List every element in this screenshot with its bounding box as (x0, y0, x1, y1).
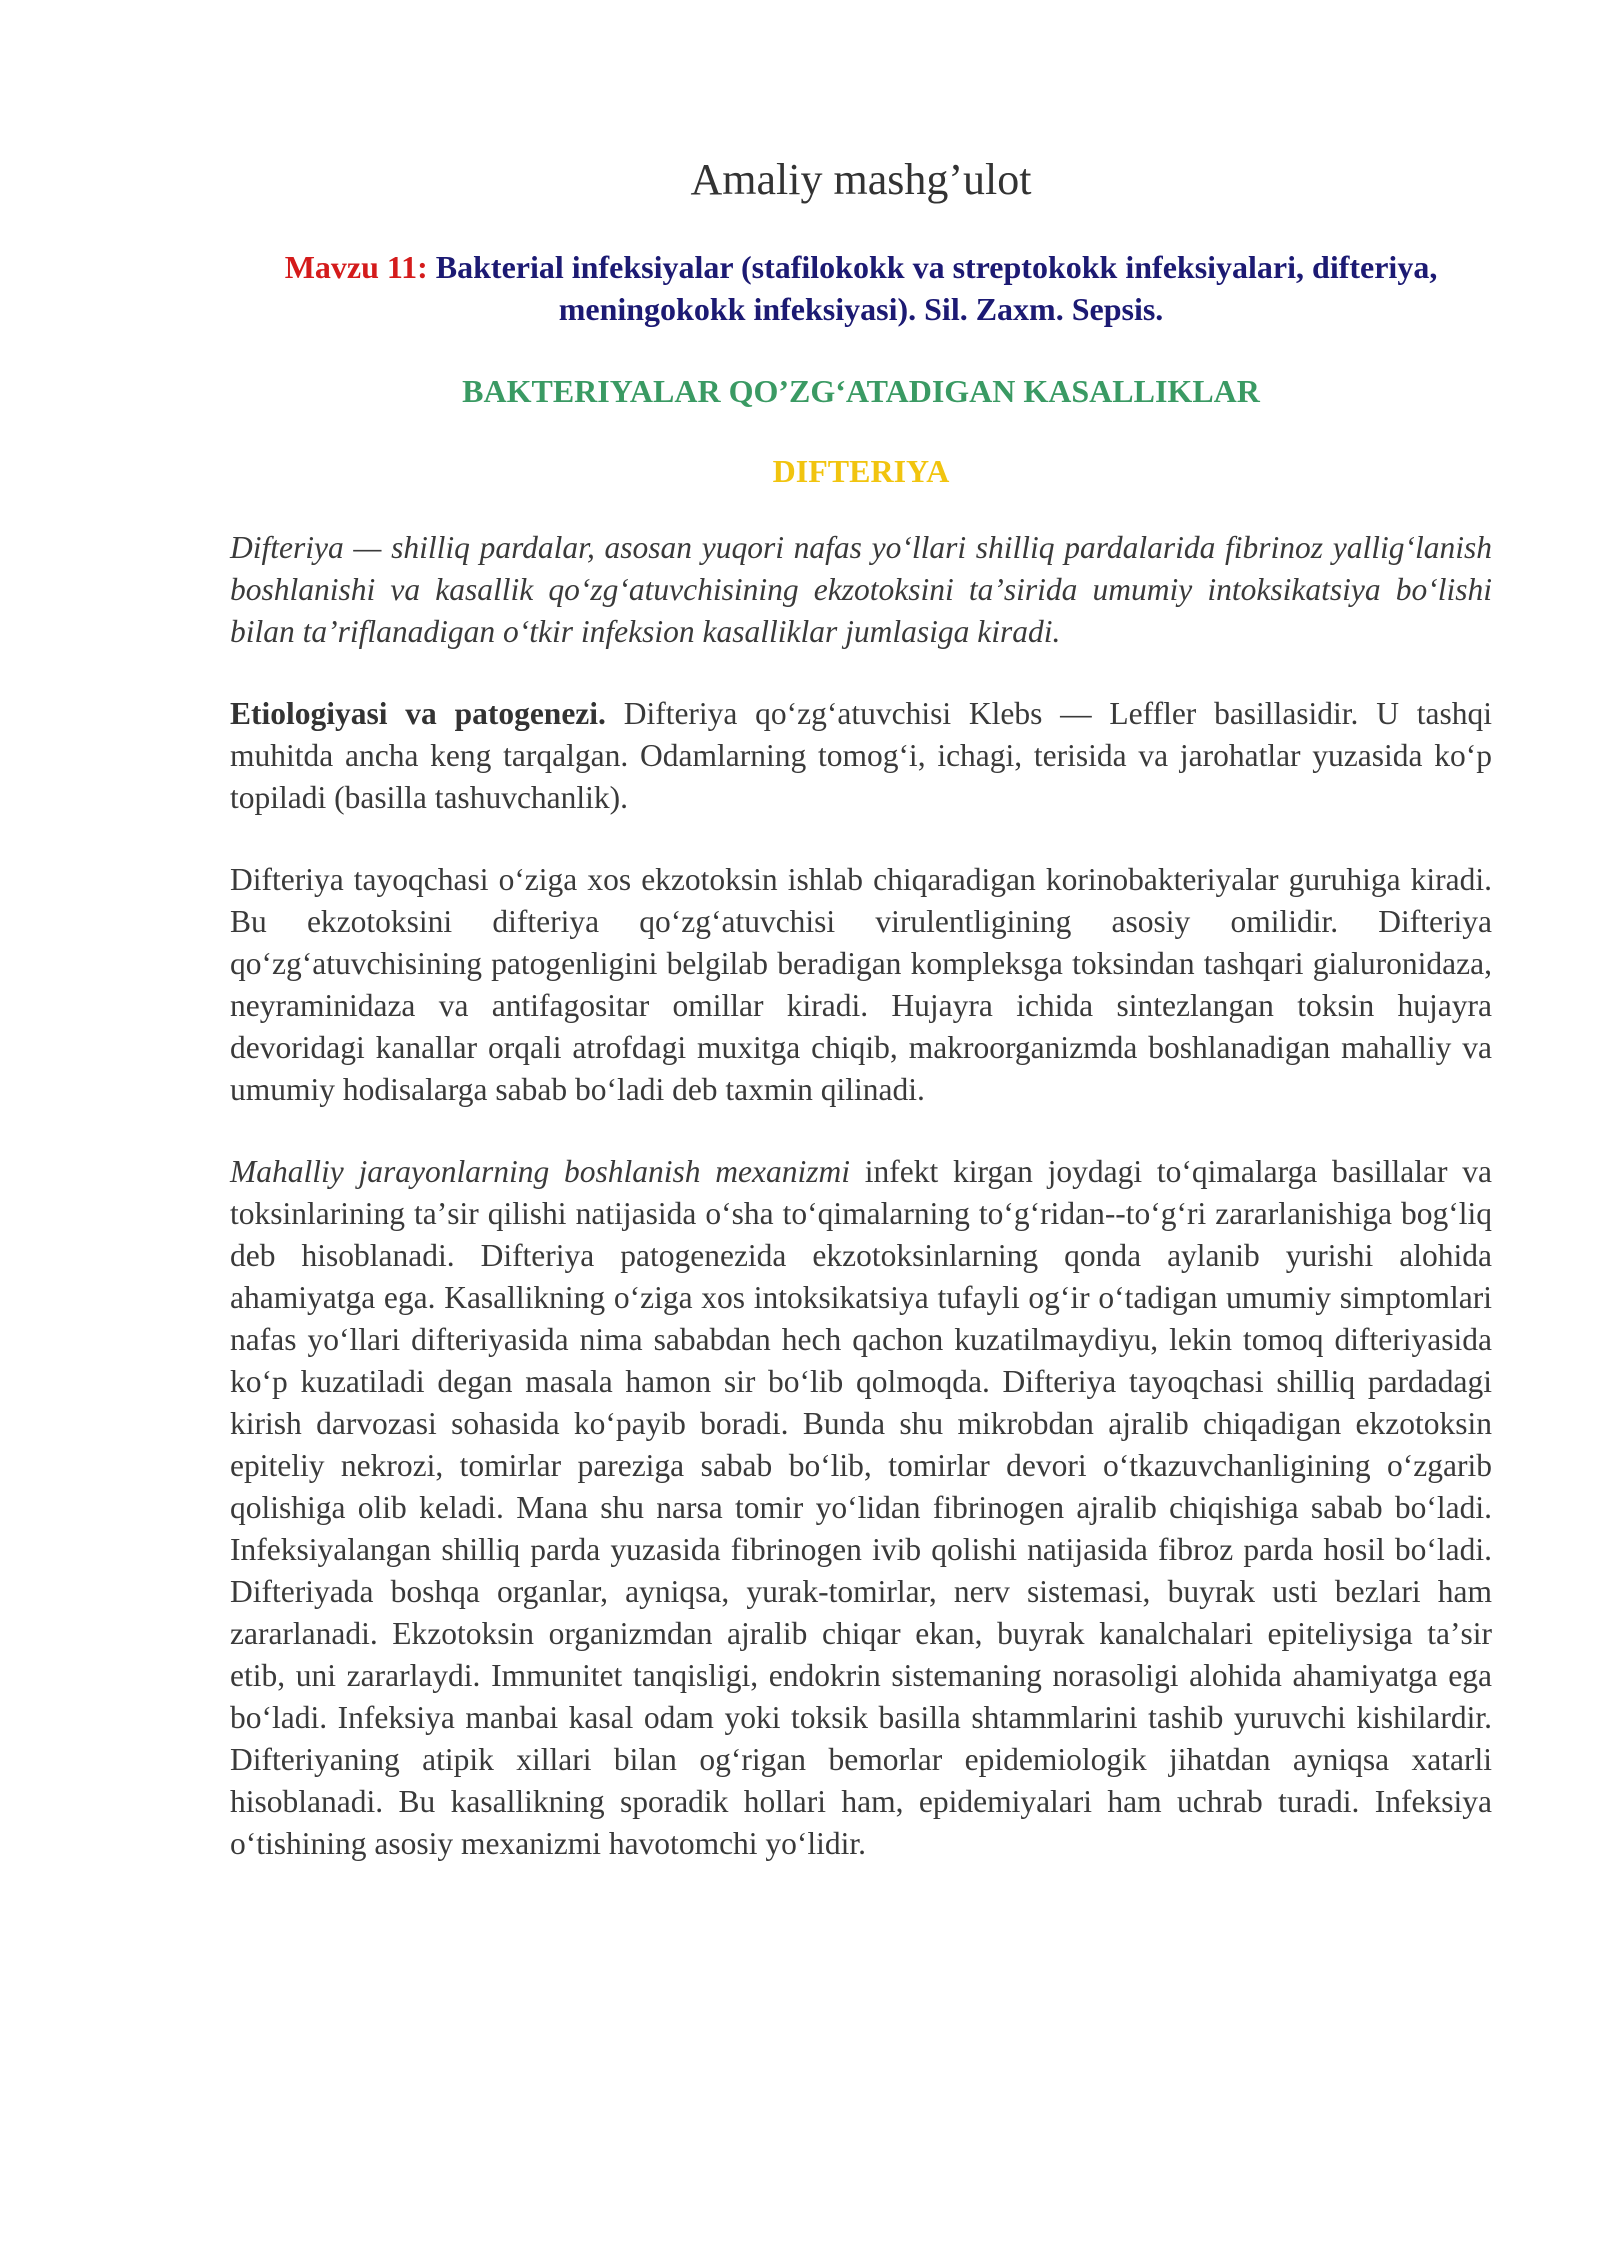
document-title: Amaliy mashg’ulot (690, 155, 1032, 204)
topic-heading (230, 246, 1492, 330)
mechanism-paragraph (230, 1151, 1492, 1865)
topic-text: Bakterial infeksiyalar (stafilokokk va streptokokk infeksiyalari, difteriya, meningokokk infeksiyasi). Sil. Zaxm. Sepsis. (435, 249, 1438, 327)
definition-paragraph: Difteriya — shilliq pardalar, asosan yuqori nafas yoʻllari shilliq pardalarida fibrinoz yalligʻlanish boshlanishi va kasallik qoʻzgʻatuvchisining ekzotoksini taʼsirida umumiy intoksikatsiya boʻlishi bilan taʼriflanadigan oʻtkir infeksion kasalliklar jumlasiga kiradi. (230, 530, 1492, 649)
etiology-lead: Etiologiyasi va patogenezi. (230, 696, 606, 731)
etiology-paragraph (230, 693, 1492, 819)
topic-label: Mavzu 11: (284, 249, 428, 285)
disease-heading: DIFTERIYA (772, 453, 950, 489)
mechanism-lead: Mahalliy jarayonlarning boshlanish mexanizmi (230, 1154, 851, 1189)
etiology-text: Difteriya qoʻzgʻatuvchisi Klebs — Leffler basillasidir. U tashqi muhitda ancha keng tarqalgan. Odamlarning tomogʻi, ichagi, terisida va jarohatlar yuzasida koʻp topiladi (basilla tashuvchanlik). (230, 696, 1492, 815)
toxin-paragraph: Difteriya tayoqchasi oʻziga xos ekzotoksin ishlab chiqaradigan korinobakteriyalar guruhiga kiradi. Bu ekzotoksini difteriya qoʻzgʻatuvchisi virulentligining asosiy omilidir. Difteriya qoʻzgʻatuvchisining patogenligini belgilab beradigan kompleksga toksindan tashqari gialuronidaza, neyraminidaza va antifagositar omillar kiradi. Hujayra ichida sintezlangan toksin hujayra devoridagi kanallar orqali atrofdagi muxitga chiqib, makroorganizmda boshlanadigan mahalliy va umumiy hodisalarga sabab boʻladi deb taxmin qilinadi. (230, 862, 1492, 1107)
body-text (230, 527, 1492, 1905)
mechanism-text: infekt kirgan joydagi toʻqimalarga basillalar va toksinlarining taʼsir qilishi natijasida oʻsha toʻqimalarning toʻgʻridan--toʻgʻri zararlanishiga bogʻliq deb hisoblanadi. Difteriya patogenezida ekzotoksinlarning qonda aylanib yurishi alohida ahamiyatga ega. Kasallikning oʻziga xos intoksikatsiya tufayli ogʻir oʻtadigan umumiy simptomlari nafas yoʻllari difteriyasida nima sababdan hech qachon kuzatilmaydiyu, lekin tomoq difteriyasida koʻp kuzatiladi degan masala hamon sir boʻlib qolmoqda. Difteriya tayoqchasi shilliq pardadagi kirish darvozasi sohasida koʻpayib boradi. Bunda shu mikrobdan ajralib chiqadigan ekzotoksin epiteliy nekrozi, tomirlar pareziga sabab boʻlib, tomirlar devori oʻtkazuvchanligining oʻzgarib qolishiga olib keladi. Mana shu narsa tomir yoʻlidan fibrinogen ajralib chiqishiga sabab boʻladi. Infeksiyalangan shilliq parda yuzasida fibrinogen ivib qolishi natijasida fibroz parda hosil boʻladi. Difteriyada boshqa organlar, ayniqsa, yurak-tomirlar, nerv sistemasi, buyrak usti bezlari ham zararlanadi. Ekzotoksin organizmdan ajralib chiqar ekan, buyrak kanalchalari epiteliysiga taʼsir etib, uni zararlaydi. Immunitet tanqisligi, endokrin sistemaning norasoligi alohida ahamiyatga ega boʻladi. Infeksiya manbai kasal odam yoki toksik basilla shtammlarini tashib yuruvchi kishilardir. Difteriyaning atipik xillari bilan ogʻrigan bemorlar epidemiologik jihatdan ayniqsa xatarli hisoblanadi. Bu kasallikning sporadik hollari ham, epidemiyalari ham uchrab turadi. Infeksiya oʻtishining asosiy mexanizmi havotomchi yoʻlidir. (230, 1154, 1492, 1861)
section-heading: BAKTERIYALAR QO’ZGʻATADIGAN KASALLIKLAR (462, 373, 1260, 409)
